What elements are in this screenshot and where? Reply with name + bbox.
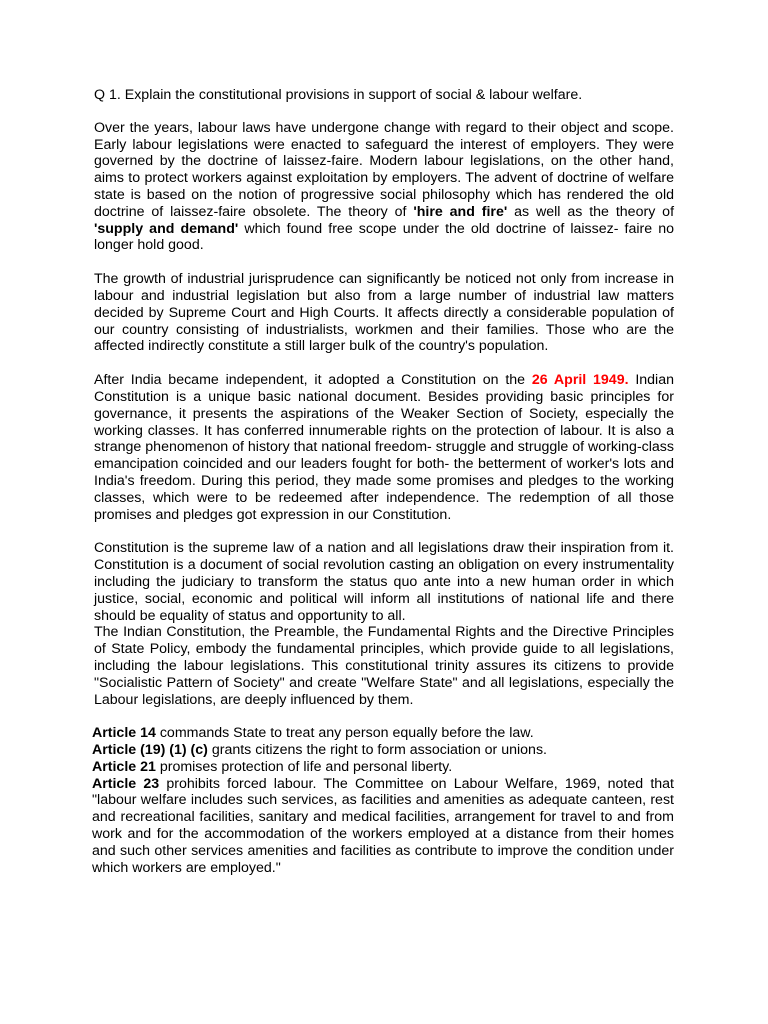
para3-text-a: After India became independent, it adopted a Constitution on the [94,372,532,389]
paragraph-supreme-law: Constitution is the supreme law of a nation and all legislations draw their inspiration from it. Constitution is a document of social revolution casting an obligation on every instrumentality including the judiciary to transform the status quo ante into a new human order in which justice, social, economic and political will inform all institutions of national life and there should be equality of status and opportunity to all. [94,540,674,624]
para1-text-a: Over the years, labour laws have undergone change with regard to their object and scope. Early labour legislations were enacted to safeguard the interest of employers. They were governed by the doctrine of laissez-faire. Modern labour legislations, on the other hand, aims to protect workers against exploitation by employers. The advent of doctrine of welfare state is based on the notion of progressive social philosophy which has rendered the old doctrine of laissez-faire obsolete. The theory of [94,119,674,220]
article-item [92,759,674,776]
articles-list [92,725,674,876]
article-item [92,742,674,759]
article-item [92,725,674,742]
constitution-date-highlight: 26 April 1949. [531,372,629,389]
article-label: Article 21 [92,758,156,775]
document-page [94,87,674,876]
article-label: Article 23 [92,775,160,792]
hire-and-fire-term: 'hire and fire' [413,203,508,220]
paragraph-industrial-jurisprudence: The growth of industrial jurisprudence can significantly be noticed not only from increase in labour and industrial legislation but also from a large number of industrial law matters decided by Supreme Court and High Courts. It affects directly a considerable population of our country consisting of industrialists, workmen and their families. Those who are the affected indirectly constitute a still larger bulk of the country's population. [94,271,674,355]
article-label: Article 14 [92,725,156,742]
supply-and-demand-term: 'supply and demand' [94,220,239,237]
paragraph-india-constitution [94,372,674,523]
article-text: promises protection of life and personal liberty. [155,758,453,775]
article-label: Article (19) (1) (c) [92,742,208,759]
article-text: prohibits forced labour. The Committee on Labour Welfare, 1969, noted that "labour welfare includes such services, as facilities and amenities as adequate canteen, rest and recreational facilities, sanitary and medical facilities, arrangement for travel to and from work and for the accommodation of the workers employed at a distance from their homes and such other services amenities and facilities as contribute to improve the condition under which workers are employed." [92,775,674,876]
para1-text-b: as well as the theory of [507,203,675,220]
para3-text-b: Indian Constitution is a unique basic national document. Besides providing basic principles for governance, it presents the aspirations of the Weaker Section of Society, especially the working classes. It has conferred innumerable rights on the protection of labour. It is also a strange phenomenon of history that national freedom- struggle and struggle of working-class emancipation coincided and our leaders fought for both- the betterment of worker's lots and India's freedom. During this period, they made some promises and pledges to the working classes, which were to be redeemed after independence. The redemption of all those promises and pledges got expression in our Constitution. [94,372,674,523]
question-heading: Q 1. Explain the constitutional provisions in support of social & labour welfare. [94,87,583,103]
article-item [92,776,674,877]
article-text: commands State to treat any person equally before the law. [155,725,534,742]
para1-text-c: which found free scope under the old doctrine of laissez- faire no longer hold good. [94,220,674,254]
paragraph-labour-laws-history [94,120,674,254]
paragraph-constitutional-trinity: The Indian Constitution, the Preamble, the Fundamental Rights and the Directive Principles of State Policy, embody the fundamental principles, which provide guide to all legislations, including the labour legislations. This constitutional trinity assures its citizens to provide "Socialistic Pattern of Society" and create "Welfare State" and all legislations, especially the Labour legislations, are deeply influenced by them. [94,624,674,708]
article-text: grants citizens the right to form association or unions. [207,742,547,759]
